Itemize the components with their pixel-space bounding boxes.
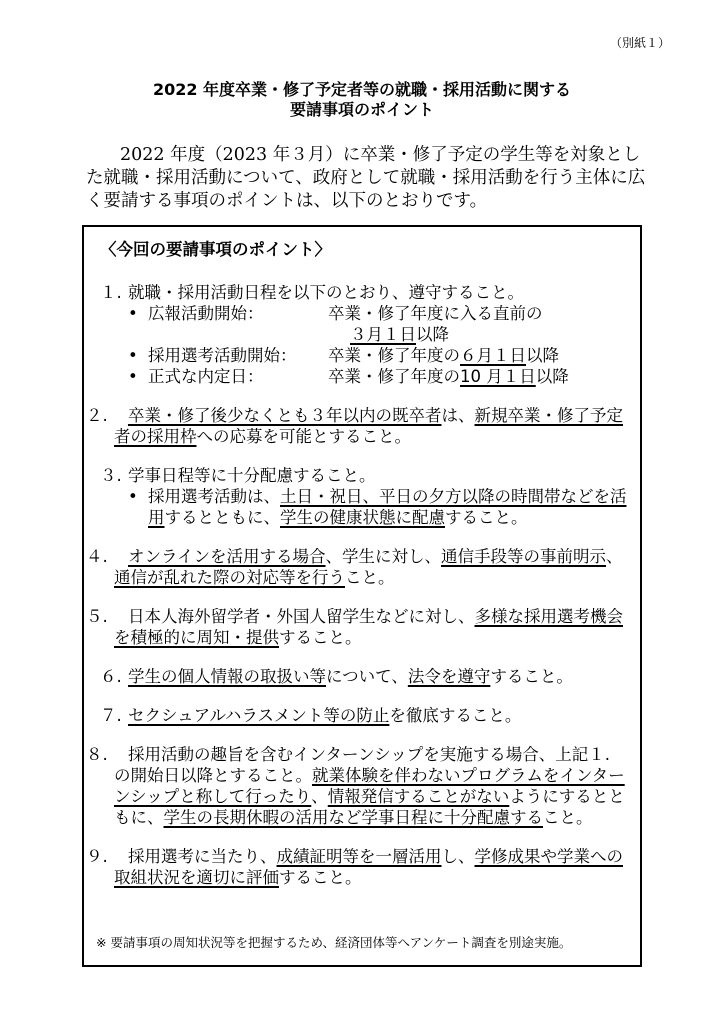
box-heading: 〈今回の要請事項のポイント〉 (100, 240, 331, 259)
item-text: について、 (326, 667, 408, 686)
title-line-1: 2022 年度卒業・修了予定者等の就職・採用活動に関する (152, 80, 572, 99)
item-number: ２. (86, 406, 108, 425)
item-number: ３. (100, 466, 122, 485)
schedule-date: ３月１日 (350, 325, 416, 344)
item-7 (100, 705, 630, 726)
item-text: 、 (606, 547, 623, 566)
item-number: ８. (86, 745, 108, 764)
item-4 (86, 546, 630, 588)
item-text-underlined: 成績証明等を一層活用 (276, 847, 442, 866)
item-text: 採用活動の趣旨を含むインターンシップを実施する場合、上記１. の開始日以降とすること。 (114, 745, 611, 785)
page-title (0, 80, 724, 120)
schedule-suffix: 以降 (416, 325, 449, 344)
schedule-text: 卒業・修了年度に入る直前の (328, 304, 543, 323)
item-text-underlined: 通信が乱れた際の対応等を行う (114, 568, 345, 587)
item-text: こと。 (345, 568, 395, 587)
item-number: ６. (100, 667, 122, 686)
item-number: ５. (86, 607, 108, 626)
item-number: ７. (100, 706, 122, 725)
item-text: は、 (441, 406, 475, 425)
schedule-row (126, 345, 630, 366)
intro-paragraph (86, 144, 646, 213)
schedule-date: 10 月１日 (460, 367, 536, 386)
item-8 (86, 744, 630, 828)
item-text-underlined: セクシュアルハラスメント等の防止 (128, 706, 390, 725)
item-2 (86, 405, 630, 447)
item-text-underlined: 学生の長期休暇の活用など学事日程に十分配慮する (163, 808, 543, 827)
item-6 (100, 666, 630, 687)
schedule-label: 広報活動開始： (148, 304, 264, 323)
item-text: を徹底すること。 (389, 706, 522, 725)
item-text: 学事日程等に十分配慮すること。 (128, 466, 376, 485)
item-text: すること。 (279, 868, 362, 887)
item-text: こと。 (543, 808, 593, 827)
item-text-underlined: オンラインを活用する場合 (128, 547, 326, 566)
schedule-label: 採用選考活動開始： (148, 346, 297, 365)
item-text-underlined: 法令を遵守 (407, 667, 491, 686)
item-text-underlined: 学生の個人情報の取扱い等 (128, 667, 326, 686)
item-text-underlined: 通信手段等の事前明示 (441, 547, 607, 566)
intro-text: 2022 年度（2023 年３月）に卒業・修了予定の学生等を対象とした就職・採用活動について、政府として就職・採用活動を行う主体に広く要請する事項のポイントは、以下のとおりです。 (86, 145, 646, 211)
item-text-underlined: 就業体験を伴わないプログラムをインターンシップと称して行ったり (114, 766, 625, 806)
item-text: 就職・採用活動日程を以下のとおり、遵守すること。 (128, 283, 524, 302)
requests-box (82, 225, 642, 967)
schedule-list (100, 303, 630, 387)
item-text-underlined: 新規卒業・修了予定者の採用枠 (114, 406, 623, 446)
item-3 (100, 465, 630, 528)
item-text: すること。 (445, 508, 528, 527)
item-text: 採用選考に当たり、 (128, 847, 277, 866)
footnote: ※ 要請事項の周知状況等を把握するため、経済団体等へアンケート調査を別途実施。 (96, 935, 572, 950)
title-line-2: 要請事項のポイント (289, 100, 434, 119)
item-text-underlined: 多様な採用選考機会を積極的に周知・提供 (114, 607, 623, 647)
item-text: への応募を可能とすること。 (196, 427, 411, 446)
item-text: 日本人海外留学者・外国人留学生などに対し、 (128, 607, 475, 626)
item-number: １. (100, 283, 122, 302)
item-text: 、学生に対し、 (325, 547, 442, 566)
item-3-bullet (126, 486, 630, 528)
item-text-underlined: 学生の健康状態に配慮 (280, 508, 445, 527)
item-1 (100, 282, 630, 387)
schedule-date: ６月１日 (460, 346, 526, 365)
item-9 (86, 846, 630, 888)
item-text-underlined: 学修成果や学業への取組状況を適切に評価 (114, 847, 623, 887)
schedule-text: 卒業・修了年度の (328, 346, 460, 365)
item-text: すること。 (490, 667, 573, 686)
item-text: 、 (311, 787, 328, 806)
item-text: 採用選考活動は、 (148, 487, 280, 506)
item-text-underlined: 土日・祝日、平日の夕方以降の時間帯などを活用 (148, 487, 627, 527)
item-text: ようにするとともに、 (114, 787, 625, 827)
item-text-underlined: 卒業・修了後少なくとも３年以内の既卒者 (128, 406, 442, 425)
item-text: し、 (441, 847, 475, 866)
item-number: ９. (86, 847, 108, 866)
item-text: するとともに、 (164, 508, 280, 527)
item-5 (86, 606, 630, 648)
item-number: ４. (86, 547, 108, 566)
schedule-row (126, 303, 630, 345)
attachment-label: （別紙１） (609, 36, 670, 50)
schedule-suffix: 以降 (526, 346, 559, 365)
schedule-suffix: 以降 (535, 367, 569, 386)
item-text-underlined: 情報発信することがない (327, 787, 510, 806)
schedule-text: 卒業・修了年度の (328, 367, 460, 386)
schedule-label: 正式な内定日： (148, 367, 264, 386)
schedule-row (126, 366, 630, 387)
item-text: すること。 (279, 628, 362, 647)
